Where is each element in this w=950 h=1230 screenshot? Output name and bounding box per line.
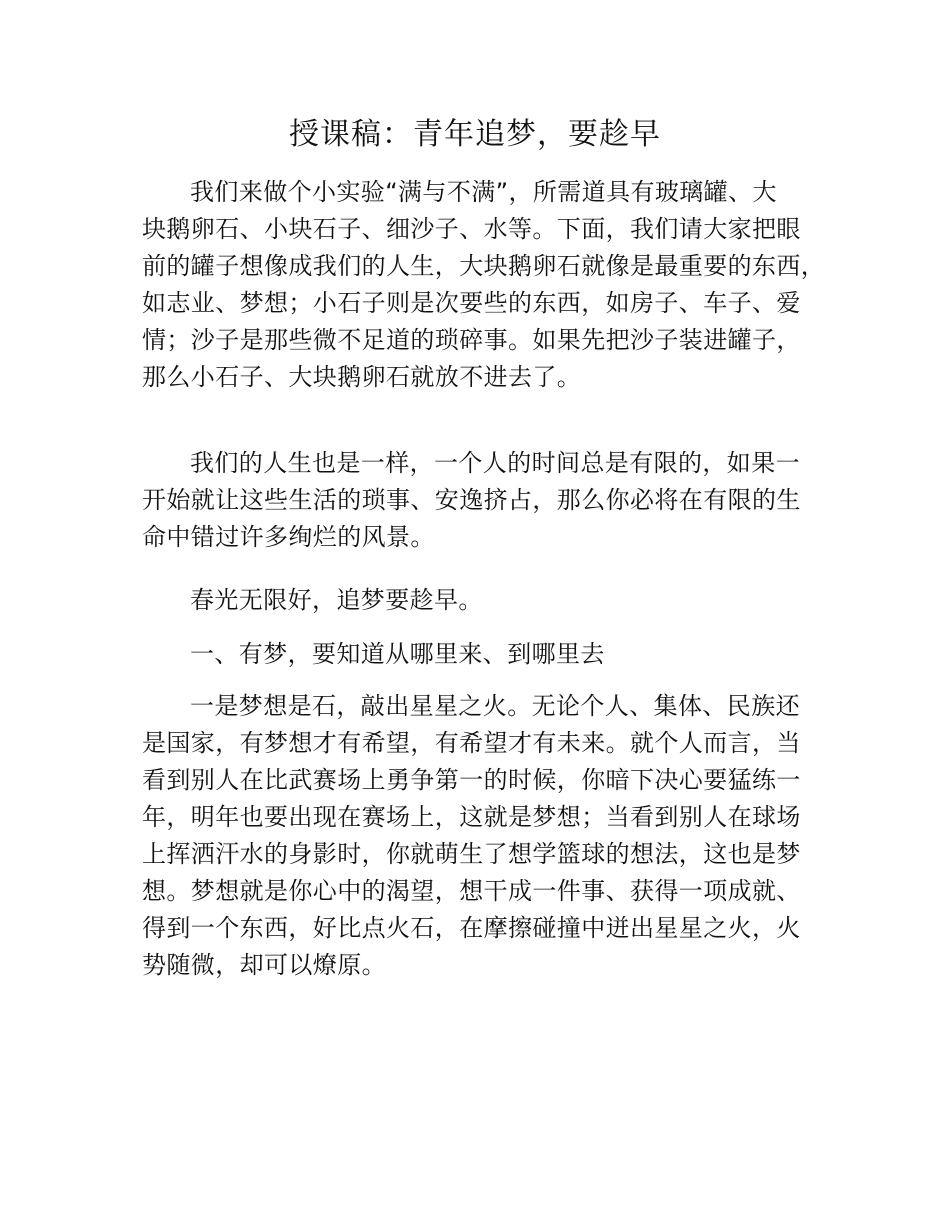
text-line: 如志业、梦想；小石子则是次要些的东西，如房子、车子、爱: [142, 289, 801, 317]
text-line: 看到别人在比武赛场上勇争第一的时候，你暗下决心要猛练一: [142, 766, 801, 794]
text-line: 得到一个东西，好比点火石，在摩擦碰撞中迸出星星之火，火: [142, 914, 801, 942]
paragraph-spring: [142, 582, 842, 619]
text-line: 上挥洒汗水的身影时，你就萌生了想学篮球的想法，这也是梦: [142, 840, 801, 868]
text-line: 一、有梦，要知道从哪里来、到哪里去: [190, 640, 605, 668]
text-line: 一是梦想是石，敲出星星之火。无论个人、集体、民族还: [190, 692, 800, 720]
text-line: 年，明年也要出现在赛场上，这就是梦想；当看到别人在球场: [142, 803, 801, 831]
paragraph-experiment: [142, 174, 842, 396]
section-heading-1: [142, 636, 842, 673]
text-line: 想。梦想就是你心中的渴望，想干成一件事、获得一项成就、: [142, 877, 801, 905]
text-line: 块鹅卵石、小块石子、细沙子、水等。下面，我们请大家把眼: [142, 215, 801, 243]
text-line: 我们来做个小实验“满与不满”，所需道具有玻璃罐、大: [190, 178, 777, 206]
paragraph-dream-stone: [142, 688, 842, 984]
document-title: 授课稿：青年追梦，要趁早: [289, 117, 661, 152]
text-line: 前的罐子想像成我们的人生，大块鹅卵石就像是最重要的东西，: [142, 252, 826, 280]
text-line: 我们的人生也是一样，一个人的时间总是有限的，如果一: [190, 449, 800, 477]
text-line: 情；沙子是那些微不足道的琐碎事。如果先把沙子装进罐子，: [142, 326, 801, 354]
paragraph-life: [142, 445, 842, 556]
text-line: 那么小石子、大块鹅卵石就放不进去了。: [142, 363, 582, 391]
text-line: 春光无限好，追梦要趁早。: [190, 586, 483, 614]
text-line: 势随微，却可以燎原。: [142, 951, 386, 979]
text-line: 是国家，有梦想才有希望，有希望才有未来。就个人而言，当: [142, 729, 801, 757]
text-line: 开始就让这些生活的琐事、安逸挤占，那么你必将在有限的生: [142, 486, 801, 514]
text-line: 命中错过许多绚烂的风景。: [142, 523, 435, 551]
